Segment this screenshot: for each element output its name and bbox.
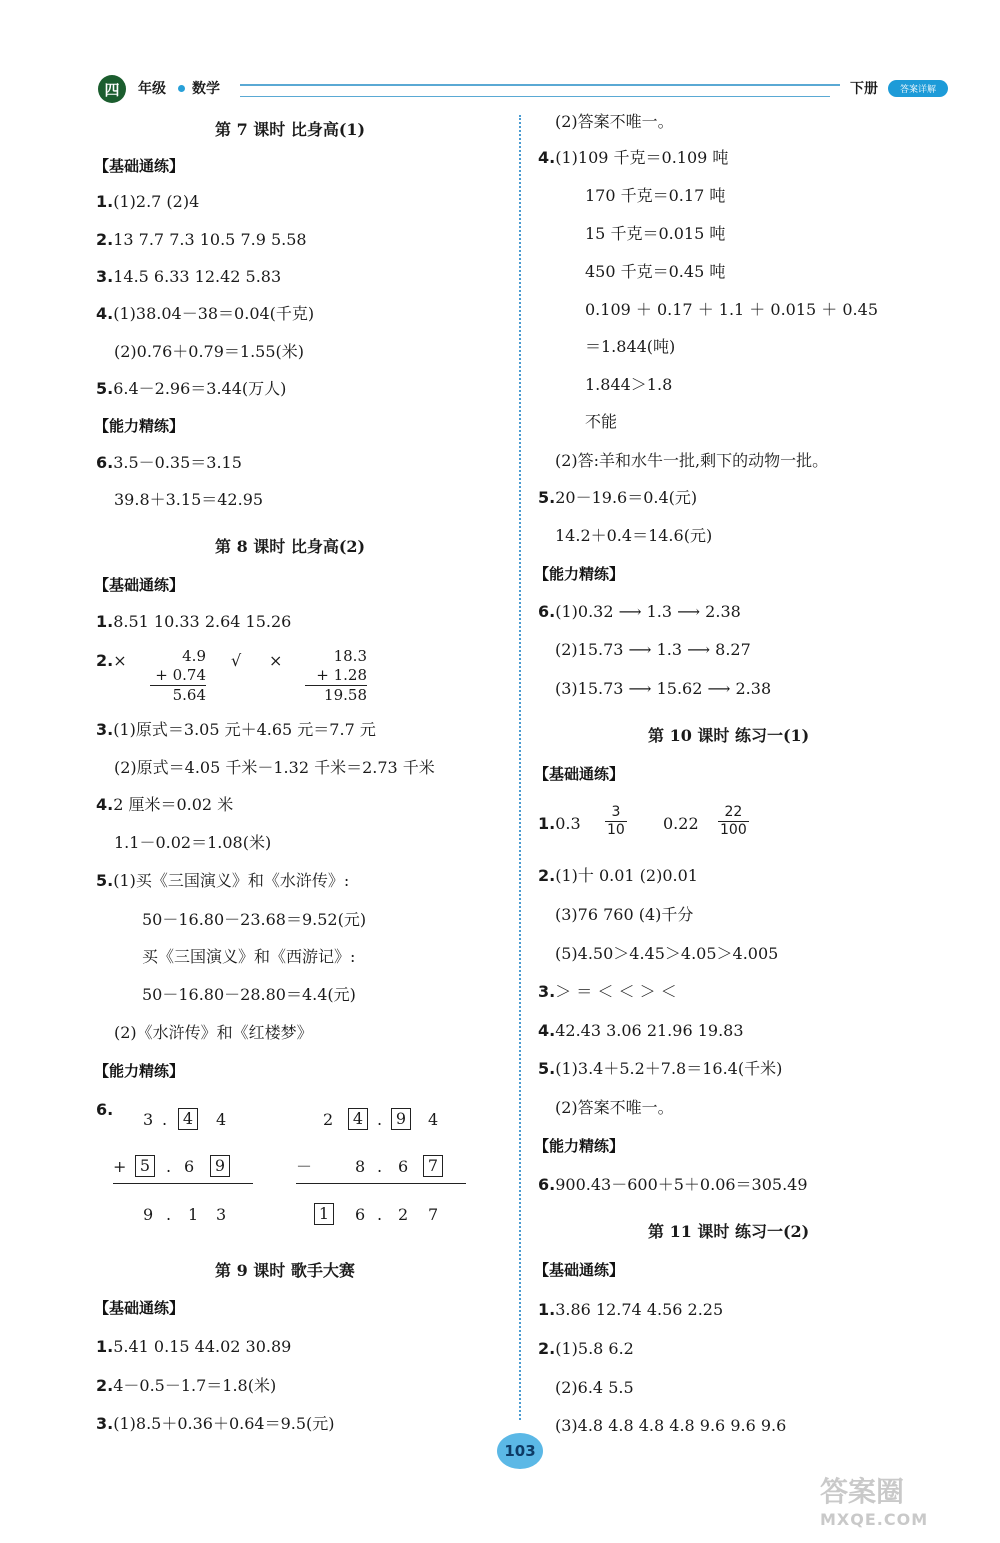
- answer-line: 3.14.5 6.33 12.42 5.83: [96, 267, 282, 286]
- answer-line: 1.3.86 12.74 4.56 2.25: [538, 1300, 724, 1319]
- answer-line: 1.1－0.02＝1.08(米): [114, 833, 272, 852]
- header-rule: [240, 84, 840, 86]
- answer-line: 39.8＋3.15＝42.95: [114, 490, 264, 509]
- answer-line: 4.(1)109 千克＝0.109 吨: [538, 148, 729, 167]
- section-tag: 【能力精练】: [534, 565, 625, 583]
- answer-line: 6.900.43－600＋5＋0.06＝305.49: [538, 1175, 808, 1194]
- answer-line: 买《三国演义》和《西游记》:: [142, 947, 356, 966]
- section-tag: 【能力精练】: [94, 1062, 185, 1080]
- lesson-10-title: 第 10 课时 练习一(1): [648, 726, 810, 745]
- answer-line: 1.844＞1.8: [585, 375, 673, 394]
- answer-line: 5.6.4－2.96＝3.44(万人): [96, 379, 287, 398]
- answer-line: 4.42.43 3.06 21.96 19.83: [538, 1021, 744, 1040]
- answer-line: 1.0.3: [538, 814, 581, 833]
- grade-label: 年级: [138, 81, 166, 97]
- answer-line: 1.(1)2.7 (2)4: [96, 192, 200, 211]
- vertical-addition: 18.3 + 1.28 19.58: [305, 647, 367, 705]
- watermark-logo: 答案圈 MXQE.COM: [820, 1475, 929, 1529]
- answer-line: (2)0.76＋0.79＝1.55(米): [114, 342, 305, 361]
- answer-line: (5)4.50＞4.45＞4.05＞4.005: [555, 944, 779, 963]
- lesson-7-title: 第 7 课时 比身高(1): [215, 120, 366, 139]
- volume-label: 下册: [850, 81, 878, 97]
- answer-line: 170 千克＝0.17 吨: [585, 186, 726, 205]
- lesson-11-title: 第 11 课时 练习一(2): [648, 1222, 810, 1241]
- answer-line: 1.8.51 10.33 2.64 15.26: [96, 612, 292, 631]
- answer-line: (2)答案不唯一。: [555, 112, 674, 131]
- section-tag: 【基础通练】: [94, 1299, 185, 1317]
- page-number: 103: [497, 1433, 543, 1469]
- answer-line: 15 千克＝0.015 吨: [585, 224, 726, 243]
- answer-line: (2)《水浒传》和《红楼梦》: [114, 1023, 313, 1042]
- subject-label: 数学: [192, 81, 220, 97]
- answer-line: 6.3.5－0.35＝3.15: [96, 453, 242, 472]
- answer-line: 不能: [585, 412, 618, 431]
- answer-line: (2)6.4 5.5: [555, 1378, 634, 1397]
- answer-line: 2.(1)十 0.01 (2)0.01: [538, 866, 698, 885]
- answer-line: 2.13 7.7 7.3 10.5 7.9 5.58: [96, 230, 307, 249]
- answer-line: 450 千克＝0.45 吨: [585, 262, 726, 281]
- question-number: 6.: [96, 1100, 114, 1119]
- answer-line: 1.5.41 0.15 44.02 30.89: [96, 1337, 292, 1356]
- answer-line: 5.(1)买《三国演义》和《水浒传》:: [96, 871, 350, 890]
- section-tag: 【基础通练】: [94, 157, 185, 175]
- answer-line: (3)15.73 ⟶ 15.62 ⟶ 2.38: [555, 679, 772, 698]
- check-mark: √: [231, 651, 242, 670]
- answer-line: (3)4.8 4.8 4.8 4.8 9.6 9.6 9.6: [555, 1416, 787, 1435]
- answer-line: 3.(1)原式＝3.05 元＋4.65 元＝7.7 元: [96, 720, 376, 739]
- separator-dot-icon: [178, 85, 185, 92]
- answer-line: 3.(1)8.5＋0.36＋0.64＝9.5(元): [96, 1414, 335, 1433]
- answer-line: (2)答:羊和水牛一批,剩下的动物一批。: [555, 451, 829, 470]
- section-tag: 【基础通练】: [94, 576, 185, 594]
- section-tag: 【能力精练】: [94, 417, 185, 435]
- vertical-addition: 4.9 + 0.74 5.64: [150, 647, 206, 705]
- section-tag: 【基础通练】: [534, 765, 625, 783]
- answer-badge: 答案详解: [888, 80, 948, 97]
- answer-line: (3)76 760 (4)千分: [555, 905, 694, 924]
- answer-line: (2)答案不唯一。: [555, 1098, 674, 1117]
- header-rule-2: [240, 96, 830, 97]
- lesson-9-title: 第 9 课时 歌手大赛: [215, 1261, 355, 1280]
- answer-line: 5.20－19.6＝0.4(元): [538, 488, 698, 507]
- answer-line: 2.(1)5.8 6.2: [538, 1339, 634, 1358]
- answer-line: 14.2＋0.4＝14.6(元): [555, 526, 713, 545]
- cross-mark: ×: [269, 651, 283, 670]
- answer-line: 4.2 厘米＝0.02 米: [96, 795, 234, 814]
- answer-line: 3.＞ ＝ ＜ ＜ ＞ ＜: [538, 982, 677, 1001]
- answer-line: (2)15.73 ⟶ 1.3 ⟶ 8.27: [555, 640, 751, 659]
- grade-badge: 四: [98, 75, 126, 103]
- answer-line: 4.(1)38.04－38＝0.04(千克): [96, 304, 315, 323]
- answer-line: 5.(1)3.4＋5.2＋7.8＝16.4(千米): [538, 1059, 783, 1078]
- answer-line: 50－16.80－23.68＝9.52(元): [142, 910, 367, 929]
- fraction-22-100: $\frac{22}{100}$: [720, 804, 747, 838]
- fraction-3-10: $\frac{3}{10}$: [607, 804, 625, 838]
- answer-line: (2)原式＝4.05 千米－1.32 千米＝2.73 千米: [114, 758, 435, 777]
- answer-line: 2.×: [96, 651, 127, 670]
- answer-line: 6.(1)0.32 ⟶ 1.3 ⟶ 2.38: [538, 602, 741, 621]
- answer-line: 0.22: [663, 814, 699, 833]
- answer-line: 50－16.80－28.80＝4.4(元): [142, 985, 356, 1004]
- column-divider: [519, 115, 521, 1420]
- lesson-8-title: 第 8 课时 比身高(2): [215, 537, 366, 556]
- answer-line: 2.4－0.5－1.7＝1.8(米): [96, 1376, 277, 1395]
- page-header: [0, 0, 1000, 110]
- section-tag: 【基础通练】: [534, 1261, 625, 1279]
- answer-line: ＝1.844(吨): [585, 337, 676, 356]
- section-tag: 【能力精练】: [534, 1137, 625, 1155]
- answer-line: 0.109 ＋ 0.17 ＋ 1.1 ＋ 0.015 ＋ 0.45: [585, 300, 878, 319]
